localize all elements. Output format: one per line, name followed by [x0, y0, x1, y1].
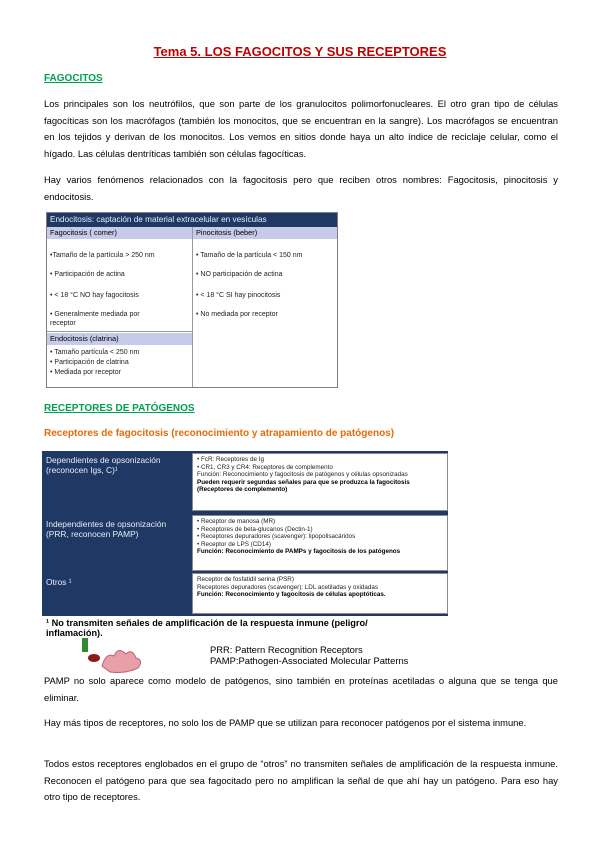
row-item: • Receptor de manosa (MR)	[197, 518, 276, 525]
endocitosis-table	[46, 212, 338, 388]
row-item: Receptor de fosfatidil serina (PSR)	[197, 576, 294, 583]
row-item: Receptores depuradores (scavenger): LDL acetiladas y oxidadas	[197, 583, 379, 591]
table-cell: • Mediada por receptor	[50, 369, 121, 376]
table-cell: •Tamaño de la partícula > 250 nm	[50, 252, 155, 259]
row-item: • CR1, CR3 y CR4: Receptores de complemento	[197, 463, 333, 471]
paragraph: Hay varios fenómenos relacionados con la fagocitosis pero que reciben otros nombres: Fagocitosis, pinocitosis y endocitosis.	[44, 174, 558, 202]
table-cell: • Participación de actina	[50, 271, 125, 278]
paragraph: Todos estos receptores englobados en el grupo de “otros” no transmiten señales de amplificación de la respuesta inmune. Reconocen el patógeno para que sea fagocitado pero no amplifican la señal de que ahí hay un patógeno. Para eso hay otro tipo de receptores.	[44, 758, 558, 802]
prr-definition: PRR: Pattern Recognition Receptors	[210, 644, 363, 655]
row-item: • Receptor de LPS (CD14)	[197, 540, 271, 548]
column-header-fagocitosis: Fagocitosis ( comer)	[47, 227, 192, 239]
row-content	[192, 515, 448, 571]
column-divider	[192, 227, 193, 387]
pathogen-shape	[88, 654, 100, 662]
row-item: Función: Reconocimiento y fagocitosis de patógenos y células opsonizadas	[197, 471, 408, 479]
row-item: • Receptores de beta-glucanos (Dectin-1)	[197, 525, 313, 533]
cell-shape	[102, 650, 141, 672]
table-cell: • Tamaño partícula < 250 nm	[50, 349, 140, 356]
endocitosis-clatrina-header: Endocitosis (clatrina)	[47, 333, 192, 345]
page-title: Tema 5. LOS FAGOCITOS Y SUS RECEPTORES	[153, 44, 447, 59]
row-label: Independientes de opsonización (PRR, reconocen PAMP)	[42, 515, 190, 571]
row-item: • Receptores depuradores (scavenger): lipopolisacáridos	[197, 533, 356, 541]
paragraph: Los principales son los neutrófilos, que son parte de los granulocitos polimorfonucleares. El otro gran tipo de células fagocíticas son los macrófagos (también los monocitos, que se encuentran en la sangre). Los macrófagos se encuentran en los tejidos y derivan de los monocitos. Los vemos en sitios donde haya un alto índice de reciclaje celular, como el hígado. Las células dentríticas también son células fagocíticas.	[44, 98, 558, 159]
pamp-definition: PAMP:Pathogen-Associated Molecular Patterns	[210, 655, 409, 666]
table-footnote: ¹ No transmiten señales de amplificación de la respuesta inmune (peligro/ inflamación).	[46, 618, 368, 638]
table-cell: • < 18 °C SI hay pinocitosis	[196, 292, 281, 299]
table-cell: • NO participación de actina	[196, 271, 283, 278]
row-label: Otros ¹	[42, 573, 190, 614]
table-cell: • No mediada por receptor	[196, 311, 278, 318]
section-heading-fagocitos: FAGOCITOS	[44, 73, 103, 84]
table-cell: • Tamaño de la partícula < 150 nm	[196, 252, 303, 259]
receptor-shape	[82, 638, 88, 652]
paragraph: Hay más tipos de receptores, no solo los de PAMP que se utilizan para reconocer patógenos por el sistema inmune.	[44, 717, 527, 728]
section-heading-receptores: RECEPTORES DE PATÓGENOS	[44, 403, 195, 414]
table-cell: • < 18 °C NO hay fagocitosis	[50, 292, 139, 299]
row-label: Dependientes de opsonización (reconocen Igs, C)¹	[42, 451, 190, 513]
receptores-table	[42, 451, 448, 616]
row-item-bold: Función: Reconocimiento y fagocitosis de células apoptóticas.	[197, 591, 386, 599]
paragraph: PAMP no solo aparece como modelo de patógenos, sino también en proteínas acetiladas o alguna que se tenga que eliminar.	[44, 675, 558, 703]
column-header-pinocitosis: Pinocitosis (beber)	[193, 227, 337, 239]
phagocyte-illustration	[80, 636, 160, 676]
row-item-bold: Pueden requerir segundas señales para que se produzca la fagocitosis (Receptores de complemento)	[197, 478, 410, 494]
table-cell: • Participación de clatrina	[50, 359, 129, 366]
row-divider	[47, 331, 192, 332]
row-content	[192, 573, 448, 614]
row-content	[192, 453, 448, 511]
row-item: • FcR: Receptores de Ig	[197, 456, 264, 463]
subsection-heading: Receptores de fagocitosis (reconocimiento y atrapamiento de patógenos)	[44, 428, 395, 439]
table-cell: • Generalmente mediada por receptor	[50, 311, 140, 327]
row-item-bold: Función: Reconocimiento de PAMPs y fagocitosis de los patógenos	[197, 548, 401, 556]
table-header: Endocitosis: captación de material extracelular en vesículas	[47, 213, 337, 227]
